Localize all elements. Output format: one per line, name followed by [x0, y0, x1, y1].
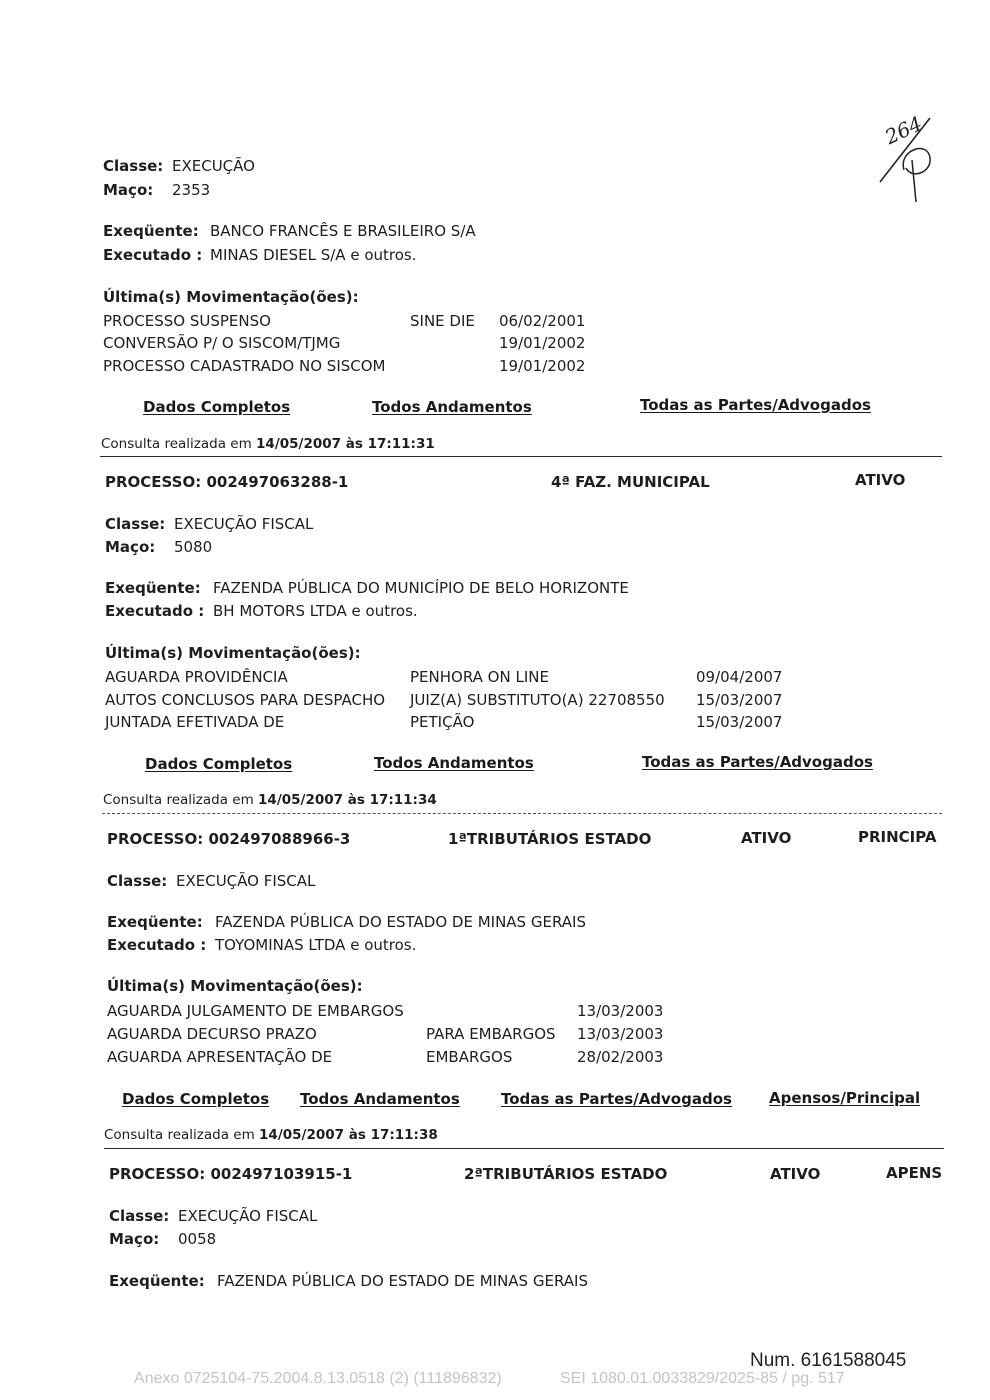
- todos-andamentos-link[interactable]: Todos Andamentos: [372, 398, 532, 416]
- document-number: Num. 6161588045: [750, 1350, 907, 1371]
- movimentacoes-heading: Última(s) Movimentação(ões):: [103, 288, 359, 306]
- executado-value: BH MOTORS LTDA e outros.: [213, 602, 418, 620]
- movement-description: AGUARDA DECURSO PRAZO: [107, 1025, 317, 1043]
- status-badge: ATIVO: [770, 1165, 821, 1183]
- vara: 1ªTRIBUTÁRIOS ESTADO: [448, 830, 652, 848]
- process-type: APENS: [886, 1164, 943, 1182]
- classe-label: Classe:: [109, 1207, 170, 1225]
- status-badge: ATIVO: [855, 471, 906, 489]
- svg-text:264: 264: [881, 111, 926, 150]
- classe-value: EXECUÇÃO FISCAL: [178, 1207, 318, 1225]
- movimentacoes-heading: Última(s) Movimentação(ões):: [107, 977, 363, 995]
- movement-description: AGUARDA APRESENTAÇÃO DE: [107, 1048, 333, 1066]
- executado-label: Executado :: [107, 936, 207, 954]
- consulta-prefix: Consulta realizada em: [104, 1127, 255, 1143]
- divider: [104, 1148, 944, 1149]
- vara: 4ª FAZ. MUNICIPAL: [551, 473, 710, 491]
- movement-date: 15/03/2007: [696, 691, 783, 709]
- movement-complement: PETIÇÃO: [410, 713, 475, 731]
- movimentacoes-heading: Última(s) Movimentação(ões):: [105, 644, 361, 662]
- movement-date: 13/03/2003: [577, 1002, 664, 1020]
- todas-partes-link[interactable]: Todas as Partes/Advogados: [501, 1090, 732, 1108]
- exequente-label: Exeqüente:: [109, 1272, 205, 1290]
- apensos-principal-link[interactable]: Apensos/Principal: [769, 1089, 921, 1107]
- classe-value: EXECUÇÃO: [172, 157, 255, 175]
- maco-label: Maço:: [105, 538, 156, 556]
- movement-description: AUTOS CONCLUSOS PARA DESPACHO: [105, 691, 386, 709]
- consulta-date: 14/05/2007 às 17:11:38: [259, 1127, 438, 1143]
- consulta-prefix: Consulta realizada em: [103, 792, 254, 808]
- todos-andamentos-link[interactable]: Todos Andamentos: [300, 1090, 460, 1108]
- movement-complement: SINE DIE: [410, 312, 475, 330]
- divider: [100, 456, 942, 457]
- maco-value: 0058: [178, 1230, 217, 1248]
- movement-description: AGUARDA JULGAMENTO DE EMBARGOS: [107, 1002, 404, 1020]
- divider: [102, 813, 942, 814]
- executado-label: Executado :: [105, 602, 205, 620]
- movement-date: 06/02/2001: [499, 312, 586, 330]
- maco-value: 2353: [172, 181, 211, 199]
- todos-andamentos-link[interactable]: Todos Andamentos: [374, 754, 534, 772]
- executado-label: Executado :: [103, 246, 203, 264]
- movement-complement: PENHORA ON LINE: [410, 668, 549, 686]
- movement-date: 15/03/2007: [696, 713, 783, 731]
- movement-date: 19/01/2002: [499, 334, 586, 352]
- process-type: PRINCIPA: [858, 828, 937, 846]
- classe-value: EXECUÇÃO FISCAL: [174, 515, 314, 533]
- movement-date: 09/04/2007: [696, 668, 783, 686]
- processo-number: PROCESSO: 002497063288-1: [105, 473, 349, 491]
- maco-value: 5080: [174, 538, 213, 556]
- movement-description: AGUARDA PROVIDÊNCIA: [105, 668, 288, 686]
- anexo-reference: Anexo 0725104-75.2004.8.13.0518 (2) (111896832): [134, 1370, 502, 1387]
- movement-date: 13/03/2003: [577, 1025, 664, 1043]
- exequente-label: Exeqüente:: [107, 913, 203, 931]
- classe-label: Classe:: [105, 515, 166, 533]
- exequente-value: FAZENDA PÚBLICA DO ESTADO DE MINAS GERAIS: [215, 913, 586, 931]
- maco-label: Maço:: [103, 181, 154, 199]
- movement-date: 28/02/2003: [577, 1048, 664, 1066]
- executado-value: MINAS DIESEL S/A e outros.: [210, 246, 417, 264]
- todas-partes-link[interactable]: Todas as Partes/Advogados: [642, 753, 873, 771]
- exequente-label: Exeqüente:: [105, 579, 201, 597]
- dados-completos-link[interactable]: Dados Completos: [143, 398, 291, 416]
- consulta-date: 14/05/2007 às 17:11:31: [256, 436, 435, 452]
- classe-label: Classe:: [103, 157, 164, 175]
- dados-completos-link[interactable]: Dados Completos: [145, 755, 293, 773]
- exequente-value: BANCO FRANCÊS E BRASILEIRO S/A: [210, 222, 476, 240]
- processo-number: PROCESSO: 002497103915-1: [109, 1165, 353, 1183]
- todas-partes-link[interactable]: Todas as Partes/Advogados: [640, 396, 871, 414]
- classe-value: EXECUÇÃO FISCAL: [176, 872, 316, 890]
- movement-description: PROCESSO SUSPENSO: [103, 312, 271, 330]
- exequente-value: FAZENDA PÚBLICA DO ESTADO DE MINAS GERAIS: [217, 1272, 588, 1290]
- exequente-label: Exeqüente:: [103, 222, 199, 240]
- classe-label: Classe:: [107, 872, 168, 890]
- executado-value: TOYOMINAS LTDA e outros.: [215, 936, 417, 954]
- vara: 2ªTRIBUTÁRIOS ESTADO: [464, 1165, 668, 1183]
- movement-complement: JUIZ(A) SUBSTITUTO(A) 22708550: [410, 691, 665, 709]
- status-badge: ATIVO: [741, 829, 792, 847]
- consulta-date: 14/05/2007 às 17:11:34: [258, 792, 437, 808]
- dados-completos-link[interactable]: Dados Completos: [122, 1090, 270, 1108]
- consulta-prefix: Consulta realizada em: [101, 436, 252, 452]
- sei-reference: SEI 1080.01.0033829/2025-85 / pg. 517: [560, 1370, 845, 1387]
- movement-complement: EMBARGOS: [426, 1048, 513, 1066]
- signature-mark: [868, 110, 948, 210]
- consulta-timestamp: [103, 792, 437, 808]
- consulta-timestamp: [101, 436, 435, 452]
- consulta-timestamp: [104, 1127, 438, 1143]
- movement-description: PROCESSO CADASTRADO NO SISCOM: [103, 357, 386, 375]
- movement-description: JUNTADA EFETIVADA DE: [105, 713, 285, 731]
- handwritten-page-stamp: [868, 110, 948, 210]
- processo-number: PROCESSO: 002497088966-3: [107, 830, 351, 848]
- movement-complement: PARA EMBARGOS: [426, 1025, 556, 1043]
- exequente-value: FAZENDA PÚBLICA DO MUNICÍPIO DE BELO HORIZONTE: [213, 579, 629, 597]
- maco-label: Maço:: [109, 1230, 160, 1248]
- movement-description: CONVERSÃO P/ O SISCOM/TJMG: [103, 334, 341, 352]
- movement-date: 19/01/2002: [499, 357, 586, 375]
